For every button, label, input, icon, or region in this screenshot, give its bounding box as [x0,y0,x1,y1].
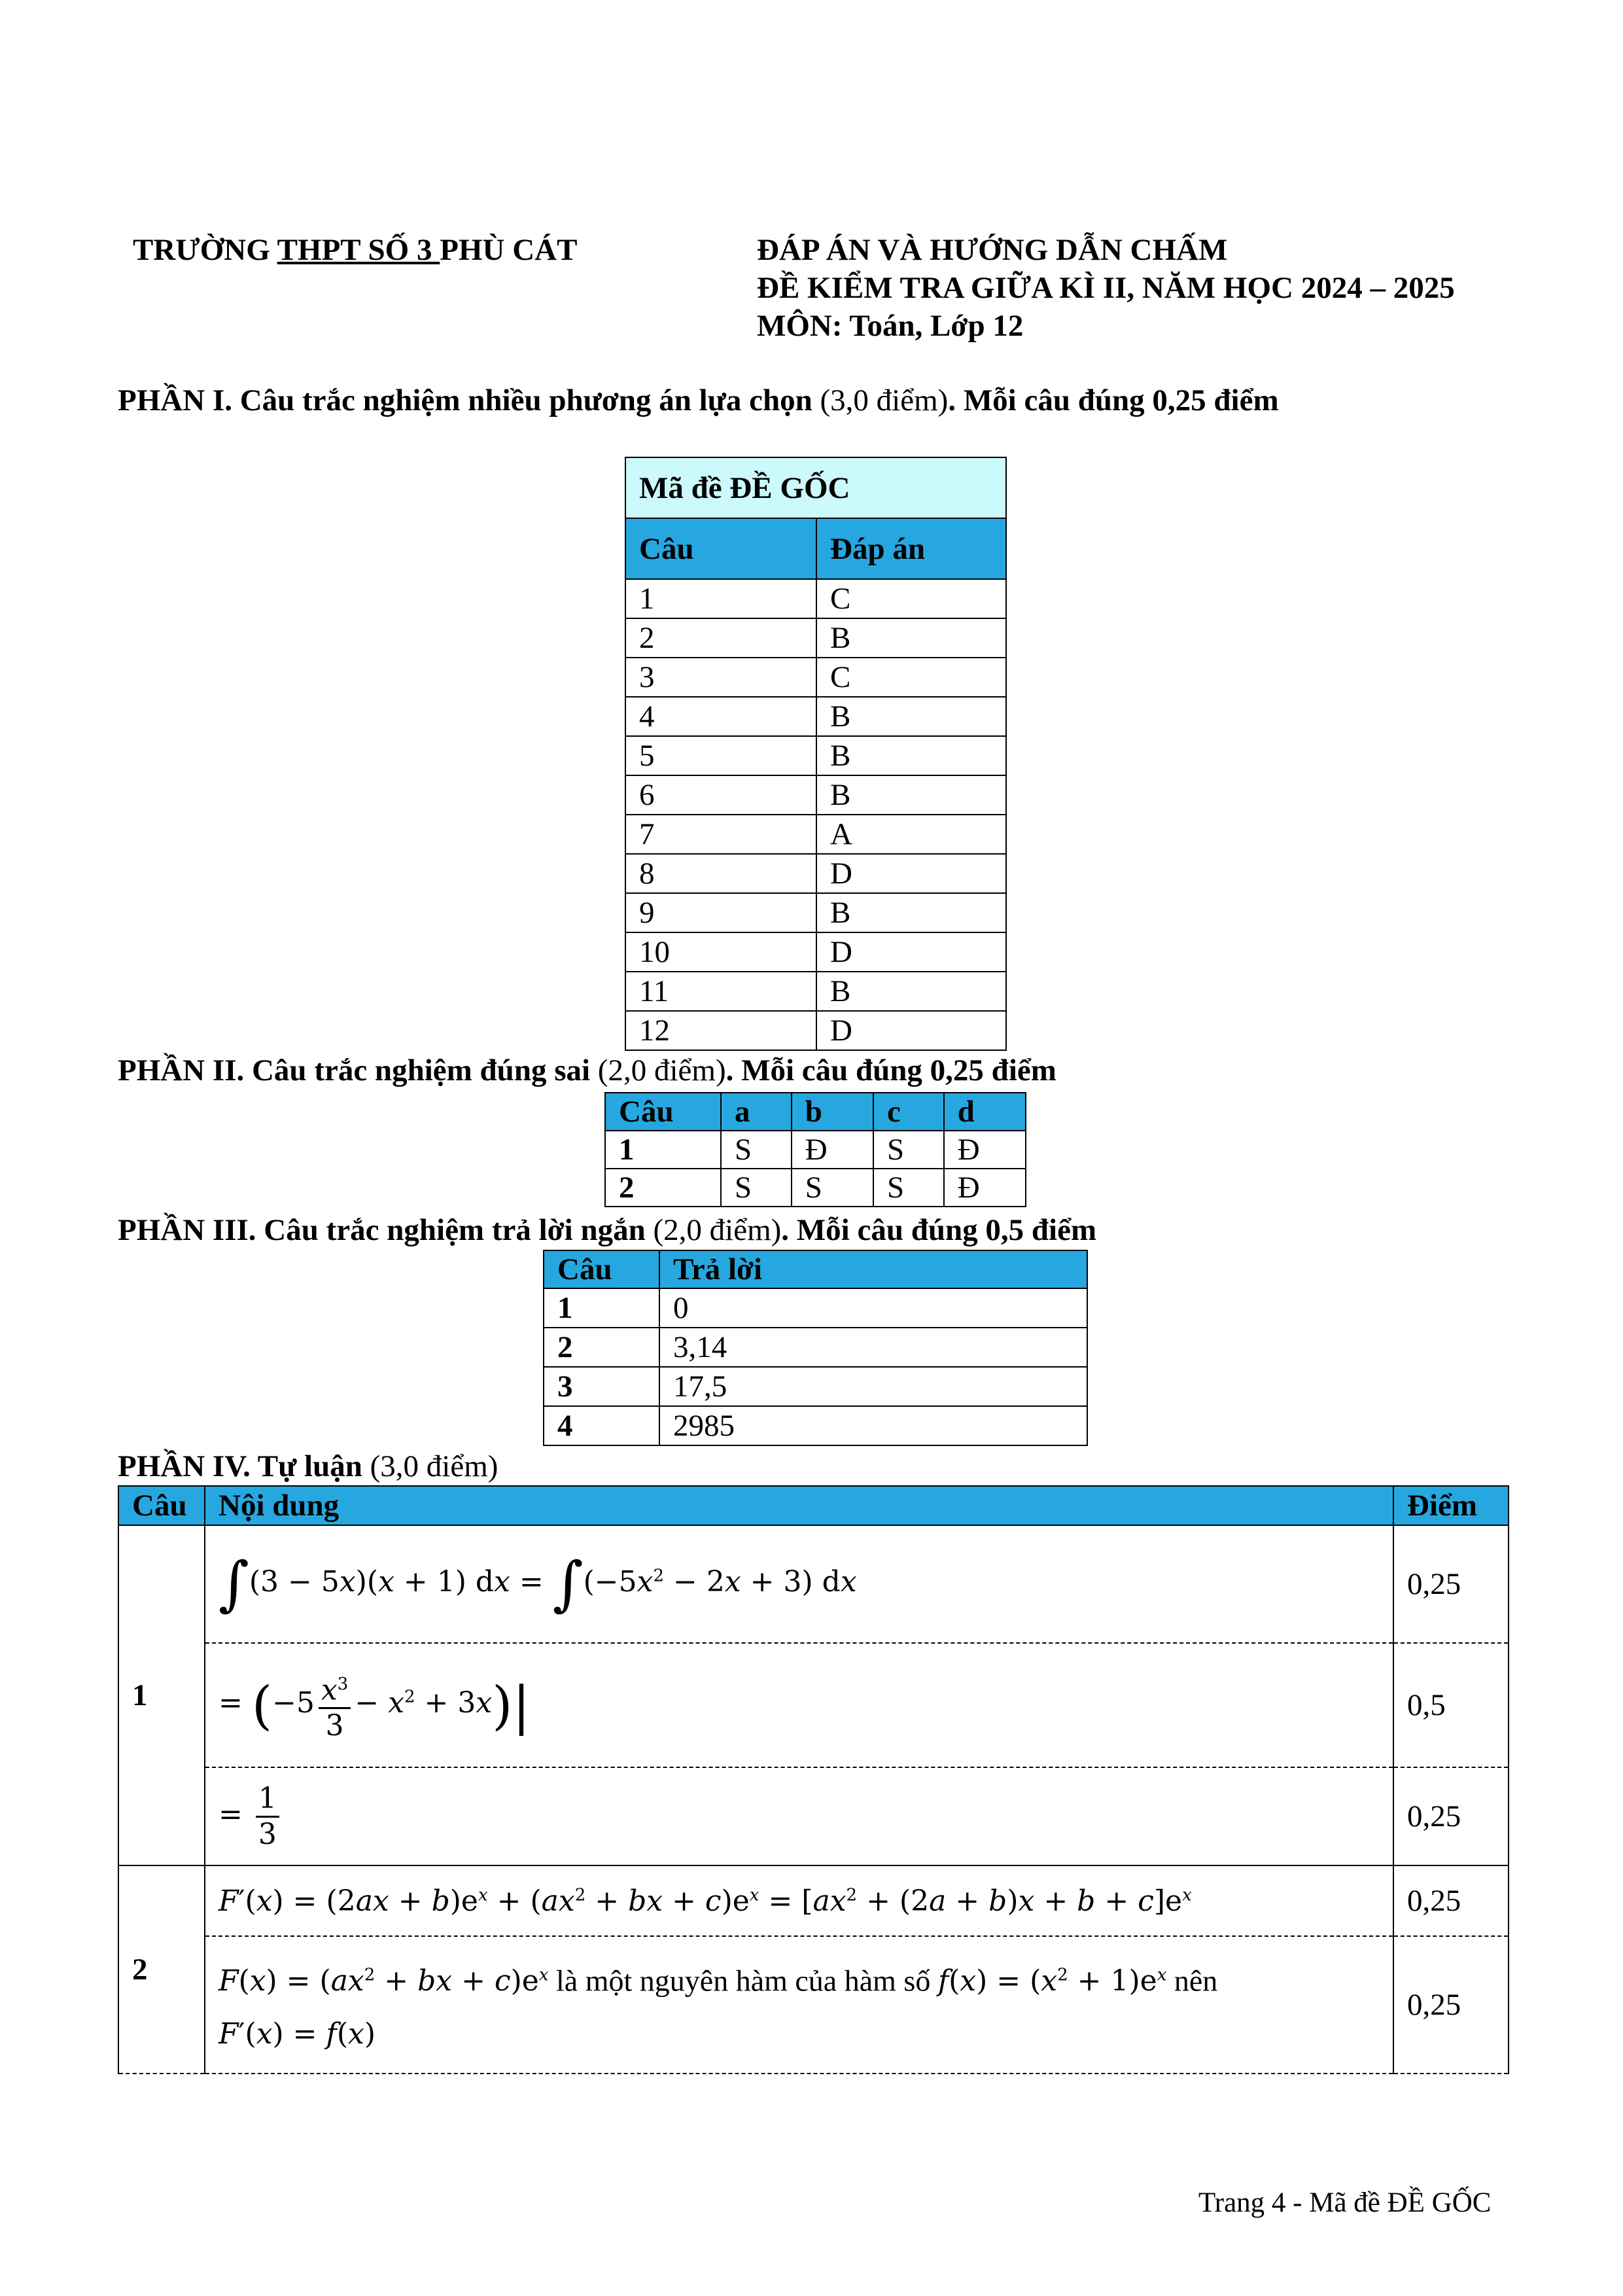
part1-question-number: 10 [625,932,816,972]
integral-sign-1: ∫ [218,1549,249,1618]
part2-col-header: Câu [605,1093,721,1131]
part1-question-number: 11 [625,972,816,1011]
part1-row [625,893,1006,932]
part4-col-content: Nội dung [205,1486,1393,1525]
part2-col-header: d [944,1093,1026,1131]
part1-row [625,736,1006,775]
part2-answer: S [873,1131,944,1169]
part1-heading-points: (3,0 điểm) [812,383,949,417]
part3-heading [118,1212,1096,1248]
part3-answer: 0 [659,1288,1087,1328]
q1-label: 1 [118,1525,205,1865]
part1-answer: B [816,618,1006,658]
part2-col-header: b [792,1093,873,1131]
part2-row [605,1169,1026,1207]
part1-answer: B [816,775,1006,815]
part1-answer-table [625,457,1007,1051]
part1-rows [625,579,1006,1050]
part1-question-number: 12 [625,1011,816,1050]
part3-question-number: 3 [544,1367,659,1406]
part3-heading-bold: PHẦN III. Câu trắc nghiệm trả lời ngắn [118,1213,646,1247]
part2-answer-table [604,1092,1026,1207]
q2-points-1: 0,25 [1393,1865,1509,1936]
part1-answer: D [816,1011,1006,1050]
part1-heading-tail: . Mỗi câu đúng 0,25 điểm [948,383,1279,417]
q2-step-1: $F'(x) = (2ax + b)e^x + (ax^2$ + bx + $c)e^x = [ax^2 + (2a + b)x + b + c]e^x$ [205,1865,1393,1936]
q2-text: là một nguyên hàm của hàm số [548,1964,938,1998]
part3-answer: 2985 [659,1406,1087,1445]
part1-row [625,854,1006,893]
part3-heading-tail: . Mỗi câu đúng 0,5 điểm [781,1213,1097,1247]
part1-row [625,972,1006,1011]
part1-answer: B [816,972,1006,1011]
part2-heading [118,1052,1056,1089]
part1-row [625,815,1006,854]
q2-text-2: nên [1166,1964,1218,1998]
part1-question-number: 4 [625,697,816,736]
part2-col-header: c [873,1093,944,1131]
part4-essay-table [118,1485,1509,2074]
q1-points-2: 0,5 [1393,1643,1509,1767]
part1-row [625,658,1006,697]
part2-question-number: 1 [605,1131,721,1169]
part3-question-number: 4 [544,1406,659,1445]
part2-answer: S [792,1169,873,1207]
part2-answer: Đ [944,1169,1026,1207]
part1-answer: C [816,579,1006,618]
part1-question-number: 8 [625,854,816,893]
part2-question-number: 2 [605,1169,721,1207]
part4-col-points: Điểm [1393,1486,1509,1525]
part3-row [544,1367,1087,1406]
part3-row [544,1328,1087,1367]
part1-question-number: 2 [625,618,816,658]
part4-col-question: Câu [118,1486,205,1525]
part4-heading-bold: PHẦN IV. Tự luận [118,1449,362,1483]
part1-answer: D [816,854,1006,893]
part1-answer: D [816,932,1006,972]
q2-label: 2 [118,1865,205,2074]
part1-row [625,697,1006,736]
part2-row [605,1131,1026,1169]
part1-question-number: 9 [625,893,816,932]
part1-row [625,775,1006,815]
part2-answer: Đ [944,1131,1026,1169]
part3-answer: 3,14 [659,1328,1087,1367]
part1-answer: B [816,893,1006,932]
part1-question-number: 5 [625,736,816,775]
part1-answer: A [816,815,1006,854]
part2-heading-bold: PHẦN II. Câu trắc nghiệm đúng sai [118,1053,591,1087]
q1-points-3: 0,25 [1393,1767,1509,1865]
part2-heading-points: (2,0 điểm) [590,1053,726,1087]
title-line-1: ĐÁP ÁN VÀ HƯỚNG DẪN CHẤM [757,233,1228,267]
part2-header-row [605,1093,1026,1131]
part3-answer-table [543,1250,1088,1446]
part1-col-answer: Đáp án [816,518,1006,579]
part1-answer: C [816,658,1006,697]
part2-answer: Đ [792,1131,873,1169]
part1-answer: B [816,736,1006,775]
part4-heading-points: (3,0 điểm) [362,1449,498,1483]
part1-row [625,618,1006,658]
q1-step-2: = (−5 $\frac{x^3}{3}$ − $x^2 + 3x)|$ [205,1643,1393,1767]
title-line-3: MÔN: Toán, Lớp 12 [757,309,1024,343]
school-underlined: THPT SỐ 3 [277,233,440,267]
part1-question-number: 3 [625,658,816,697]
school-name [133,231,577,269]
exam-code-cell: Mã đề ĐỀ GỐC [625,457,1006,518]
part2-answer: S [721,1169,792,1207]
part1-row [625,579,1006,618]
part3-col-answer: Trả lời [659,1250,1087,1288]
part3-heading-points: (2,0 điểm) [645,1213,782,1247]
part3-question-number: 2 [544,1328,659,1367]
part3-row [544,1288,1087,1328]
part1-row [625,932,1006,972]
part3-col-question: Câu [544,1250,659,1288]
part1-question-number: 6 [625,775,816,815]
part2-col-header: a [721,1093,792,1131]
q1-step-1: ∫(3 − 5x)(x + 1) dx = $\int(-5x^2 - 2x + 3)$ dx [205,1525,1393,1643]
part2-answer: S [721,1131,792,1169]
part1-col-question: Câu [625,518,816,579]
part1-question-number: 1 [625,579,816,618]
part2-answer: S [873,1169,944,1207]
q2-points-2: 0,25 [1393,1936,1509,2074]
part2-heading-tail: . Mỗi câu đúng 0,25 điểm [725,1053,1056,1087]
q2-step-2: $F(x) = (ax^2$ + bx + $c)e^x$ là một nguyên hàm của hàm số $f(x) = (x^2 + 1)e^x$ nên F′(x) = f(x) [205,1936,1393,2074]
school-suffix: PHÙ CÁT [440,233,578,267]
part1-answer: B [816,697,1006,736]
page-footer: Trang 4 - Mã đề ĐỀ GỐC [1198,2187,1492,2218]
part3-answer: 17,5 [659,1367,1087,1406]
part3-rows [544,1288,1087,1445]
part1-heading [118,382,1279,419]
part1-question-number: 7 [625,815,816,854]
school-prefix: TRƯỜNG [133,233,277,267]
part1-row [625,1011,1006,1050]
document-title [757,231,1455,345]
q1-step-3: = $\frac{1}{3}$ [205,1767,1393,1865]
q1-points-1: 0,25 [1393,1525,1509,1643]
part3-row [544,1406,1087,1445]
part4-heading [118,1448,498,1485]
part3-question-number: 1 [544,1288,659,1328]
title-line-2: ĐỀ KIỂM TRA GIỮA KÌ II, NĂM HỌC 2024 – 2025 [757,271,1455,305]
part1-heading-bold: PHẦN I. Câu trắc nghiệm nhiều phương án lựa chọn [118,383,812,417]
